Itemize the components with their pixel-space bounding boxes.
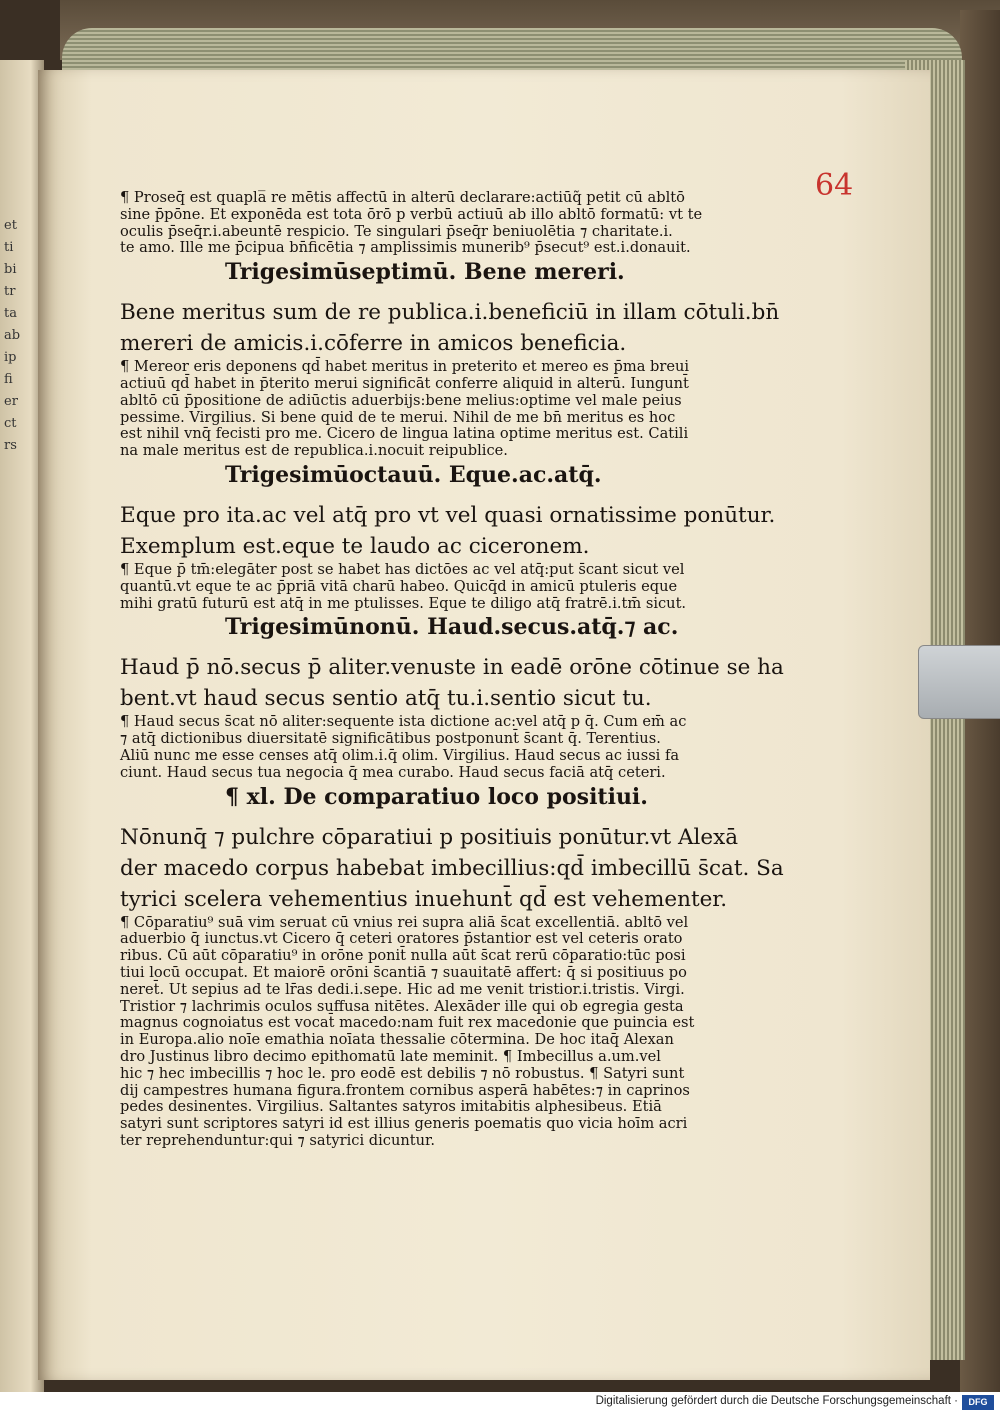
margin-fragment: ab — [4, 328, 21, 343]
lemma-line: Haud p̄ nō.secus p̄ aliter.venuste in eadē orōne cōtinue se ha — [120, 655, 784, 681]
commentary-line: oculis p̄seq̄r.i.abeuntē respicio. Te singulari p̄seq̄r beniuolētia ⁊ charitate.i. — [120, 222, 673, 240]
lemma-line: Eque pro ita.ac vel atq̄ pro vt vel quasi ornatissime ponūtur. — [120, 502, 776, 528]
section-heading: ¶ xl. De comparatiuo loco positiui. — [225, 783, 648, 810]
commentary-line: neret̄. Ut sepius ad te lr̄as dedi.i.sepe. Hic ad me venit tristior.i.tristis. Virgi. — [120, 980, 685, 998]
commentary-line: ¶ Mereor eris deponens qd̄ habet meritus in preterito et mereo es p̄ma breui — [120, 358, 690, 376]
commentary-line: pessime. Virgilius. Si bene quid de te merui. Nihil de me bn̄ meritus es hoc — [120, 408, 676, 426]
commentary-line: ⁊ atq̄ dictionibus diuersitatē significātibus postponunt̄ s̄cant q̄. Terentius. — [120, 730, 661, 748]
margin-fragment: bi — [4, 262, 17, 277]
commentary-line: dij campestres humana figura.frontem cornibus asperā habētes:⁊ in caprinos — [120, 1081, 690, 1099]
commentary-line: mihi gratū futurū est atq̄ in me ptulisses. Eque te diligo atq̄ fratrē.i.tm̄ sicut. — [120, 594, 687, 612]
lemma-line: Nōnunq̄ ⁊ pulchre cōparatiui p positiuis ponūtur.vt Alexā — [120, 824, 739, 850]
commentary-line: Tristior ⁊ lachrimis oculos suffusa nitētes. Alexāder ille qui ob egregia gesta — [120, 997, 684, 1015]
commentary-line: in Europa.alio noīe emathia noīata thessalie cōtermina. De hoc itaq̄ Alexan — [120, 1031, 674, 1049]
commentary-line: dro Justinus libro decimo epithomatū late meminit. ¶ Imbecillus a.um.vel — [120, 1047, 661, 1065]
footer-credit: Digitalisierung gefördert durch die Deutsche Forschungsgemeinschaft · — [595, 1395, 958, 1407]
lemma-line: tyrici scelera vehementius inuehunt̄ qd̄ est vehementer. — [120, 886, 728, 912]
commentary-line: ribus. Cū aūt cōparatiu⁹ in orōne ponit̄ nulla aūt s̄cat rerū cōparatio:tūc posi — [120, 947, 686, 965]
margin-fragment: rs — [4, 438, 17, 453]
section-heading: Trigesimūoctauū. Eque.ac.atq̄. — [225, 461, 602, 488]
commentary-line: Aliū nunc me esse censes atq̄ olim.i.q̄ olim. Virgilius. Haud secus ac iussi fa — [120, 746, 680, 764]
commentary-line: na male meritus est de republica.i.nocuit reipublice. — [120, 442, 508, 460]
dfg-logo: DFG — [962, 1395, 994, 1410]
margin-fragment: ta — [4, 306, 17, 321]
commentary-line: pedes desinentes. Virgilius. Saltantes satyros imitabitis alphesibeus. Etiā — [120, 1098, 662, 1116]
lemma-line: Bene meritus sum de re publica.i.beneficiū in illam cōtuli.bn̄ — [120, 300, 780, 326]
folio-number: 64 — [815, 168, 854, 203]
commentary-line: magnus cognoiatus est vocat̄ macedo:nam fuit rex macedonie que puincia est — [120, 1014, 695, 1032]
lemma-line: bent.vt haud secus sentio atq̄ tu.i.sentio sicut tu. — [120, 686, 652, 712]
commentary-line: est nihil vnq̄ fecisti pro me. Cicero de lingua latina optime meritus est. Catili — [120, 425, 689, 443]
margin-fragment: ct — [4, 416, 17, 431]
lemma-line: der macedo corpus habebat imbecillius:qd̄ imbecillū s̄cat. Sa — [120, 855, 784, 881]
commentary-line: tiui locū occupat. Et maiorē orōni s̄cantiā ⁊ suauitatē affert: q̄ si positiuus po — [120, 963, 687, 981]
commentary-line: aduerbio q̄ iunctus.vt Cicero q̄ ceteri oratores p̄stantior est vel ceteris orato — [120, 930, 683, 948]
commentary-line: actiuū qd̄ habet in p̄terito merui significāt conferre aliquid in alterū. Iungunt̄ — [120, 374, 689, 392]
section-heading: Trigesimūnonū. Haud.secus.atq̄.⁊ ac. — [225, 614, 679, 641]
commentary-line: ¶ Cōparatiu⁹ suā vim seruat cū vnius rei supra aliā s̄cat excellentiā. abltō vel — [120, 913, 689, 931]
lemma-line: mereri de amicis.i.cōferre in amicos beneficia. — [120, 331, 627, 357]
commentary-line: satyri sunt scriptores satyri id est illius generis poematis quo vicia hoīm acri — [120, 1115, 688, 1133]
commentary-line: ciunt. Haud secus tua negocia q̄ mea curabo. Haud secus faciā atq̄ ceteri. — [120, 763, 666, 781]
section-heading: Trigesimūseptimū. Bene mereri. — [225, 259, 625, 286]
commentary-line: ¶ Eque p̄ tm̄:elegāter post se habet has dictōes ac vel atq̄:put s̄cant sicut vel — [120, 560, 685, 578]
commentary-line: hic ⁊ hec imbecillis ⁊ hoc le. pro eodē est debilis ⁊ nō robustus. ¶ Satyri sunt — [120, 1064, 685, 1082]
commentary-line: abltō cū p̄positione de adiūctis aduerbijs:bene melius:optime vel male peius — [120, 391, 682, 409]
commentary-line: sine p̄pōne. Et exponēda est tota ōrō p verbū actiuū ab illo abltō formatū: vt te — [120, 205, 703, 223]
commentary-line: quantū.vt eque te ac p̄priā vitā charū habeo. Quicq̄d in amicū ptuleris eque — [120, 577, 678, 595]
text-block — [120, 189, 784, 1150]
margin-fragment: ti — [4, 240, 14, 255]
commentary-line: ¶ Proseq̄ est quapla̅ re mētis affectū in alterū declarare:actiūq̃ petit cū abltō — [120, 189, 685, 206]
margin-fragment: ip — [4, 350, 17, 365]
commentary-line: ter reprehenduntur:qui ⁊ satyrici dicuntur. — [120, 1131, 436, 1149]
page-clip — [918, 645, 1000, 719]
margin-fragment: fi — [4, 372, 13, 387]
commentary-line: ¶ Haud secus s̄cat nō aliter:sequente ista dictione ac:vel atq̄ p q̄. Cum em̄ ac — [120, 713, 687, 731]
margin-fragment: tr — [4, 284, 16, 299]
margin-fragment: er — [4, 394, 18, 409]
commentary-line: te amo. Ille me p̄cipua bn̄ficētia ⁊ amplissimis munerib⁹ p̄secut⁹ est.i.donauit. — [120, 239, 691, 257]
margin-fragment: et — [4, 218, 17, 233]
lemma-line: Exemplum est.eque te laudo ac ciceronem. — [120, 533, 590, 559]
footer-bar — [0, 1392, 1000, 1413]
